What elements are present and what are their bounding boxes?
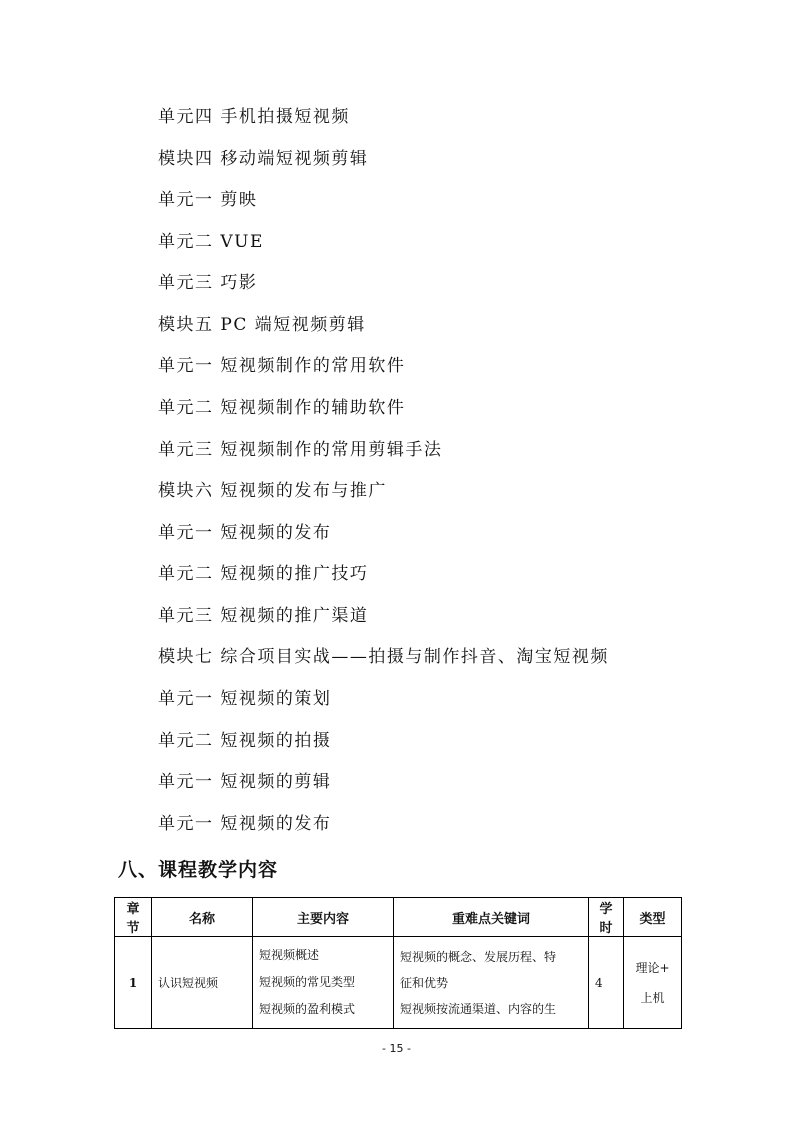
content-item: 短视频的盈利模式	[259, 1002, 356, 1016]
keyword-line: 征和优势	[400, 975, 449, 990]
toc-line: 模块七 综合项目实战——拍摄与制作抖音、淘宝短视频	[158, 647, 609, 667]
toc-line: 单元三 巧影	[158, 273, 258, 293]
section-heading: 八、课程教学内容	[118, 859, 279, 881]
table-row	[115, 937, 682, 1029]
toc-line: 模块六 短视频的发布与推广	[158, 481, 387, 501]
header-hours: 学时	[589, 898, 624, 937]
toc-line: 单元二 短视频的拍摄	[158, 731, 332, 751]
toc-line: 单元一 剪映	[158, 190, 258, 210]
keywords-cell	[394, 937, 589, 1029]
header-keywords: 重难点关键词	[394, 898, 589, 937]
toc-line: 单元一 短视频的剪辑	[158, 772, 332, 792]
toc-line: 单元二 短视频的推广技巧	[158, 564, 369, 584]
table-header-row	[115, 898, 682, 937]
header-chapter: 章节	[115, 898, 152, 937]
keyword-line: 短视频的概念、发展历程、特	[400, 949, 557, 964]
name-cell: 认识短视频	[152, 937, 253, 1029]
hours-cell: 4	[589, 937, 624, 1029]
toc-line: 模块四 移动端短视频剪辑	[158, 149, 369, 169]
keyword-line: 短视频按流通渠道、内容的生	[400, 1001, 557, 1016]
type-cell	[624, 937, 682, 1029]
toc-line: 单元一 短视频制作的常用软件	[158, 356, 406, 376]
toc-line: 单元一 短视频的策划	[158, 689, 332, 709]
page-number: - 15 -	[382, 1042, 411, 1055]
toc-line: 单元三 短视频的推广渠道	[158, 606, 369, 626]
chapter-cell: 1	[115, 937, 152, 1029]
toc-line: 模块五 PC 端短视频剪辑	[158, 315, 366, 335]
type-line: 上机	[640, 990, 665, 1005]
course-content-table	[114, 897, 682, 1029]
toc-line: 单元一 短视频的发布	[158, 523, 332, 543]
type-line: 理论+	[635, 960, 670, 975]
content-item: 短视频的常见类型	[259, 975, 356, 989]
toc-line: 单元二 短视频制作的辅助软件	[158, 398, 406, 418]
toc-line: 单元二 VUE	[158, 232, 264, 252]
toc-line: 单元四 手机拍摄短视频	[158, 107, 350, 127]
content-cell	[253, 937, 394, 1029]
header-name: 名称	[152, 898, 253, 937]
toc-line: 单元一 短视频的发布	[158, 814, 332, 834]
toc-line: 单元三 短视频制作的常用剪辑手法	[158, 440, 443, 460]
header-content: 主要内容	[253, 898, 394, 937]
header-type: 类型	[624, 898, 682, 937]
content-item: 短视频概述	[259, 948, 320, 962]
